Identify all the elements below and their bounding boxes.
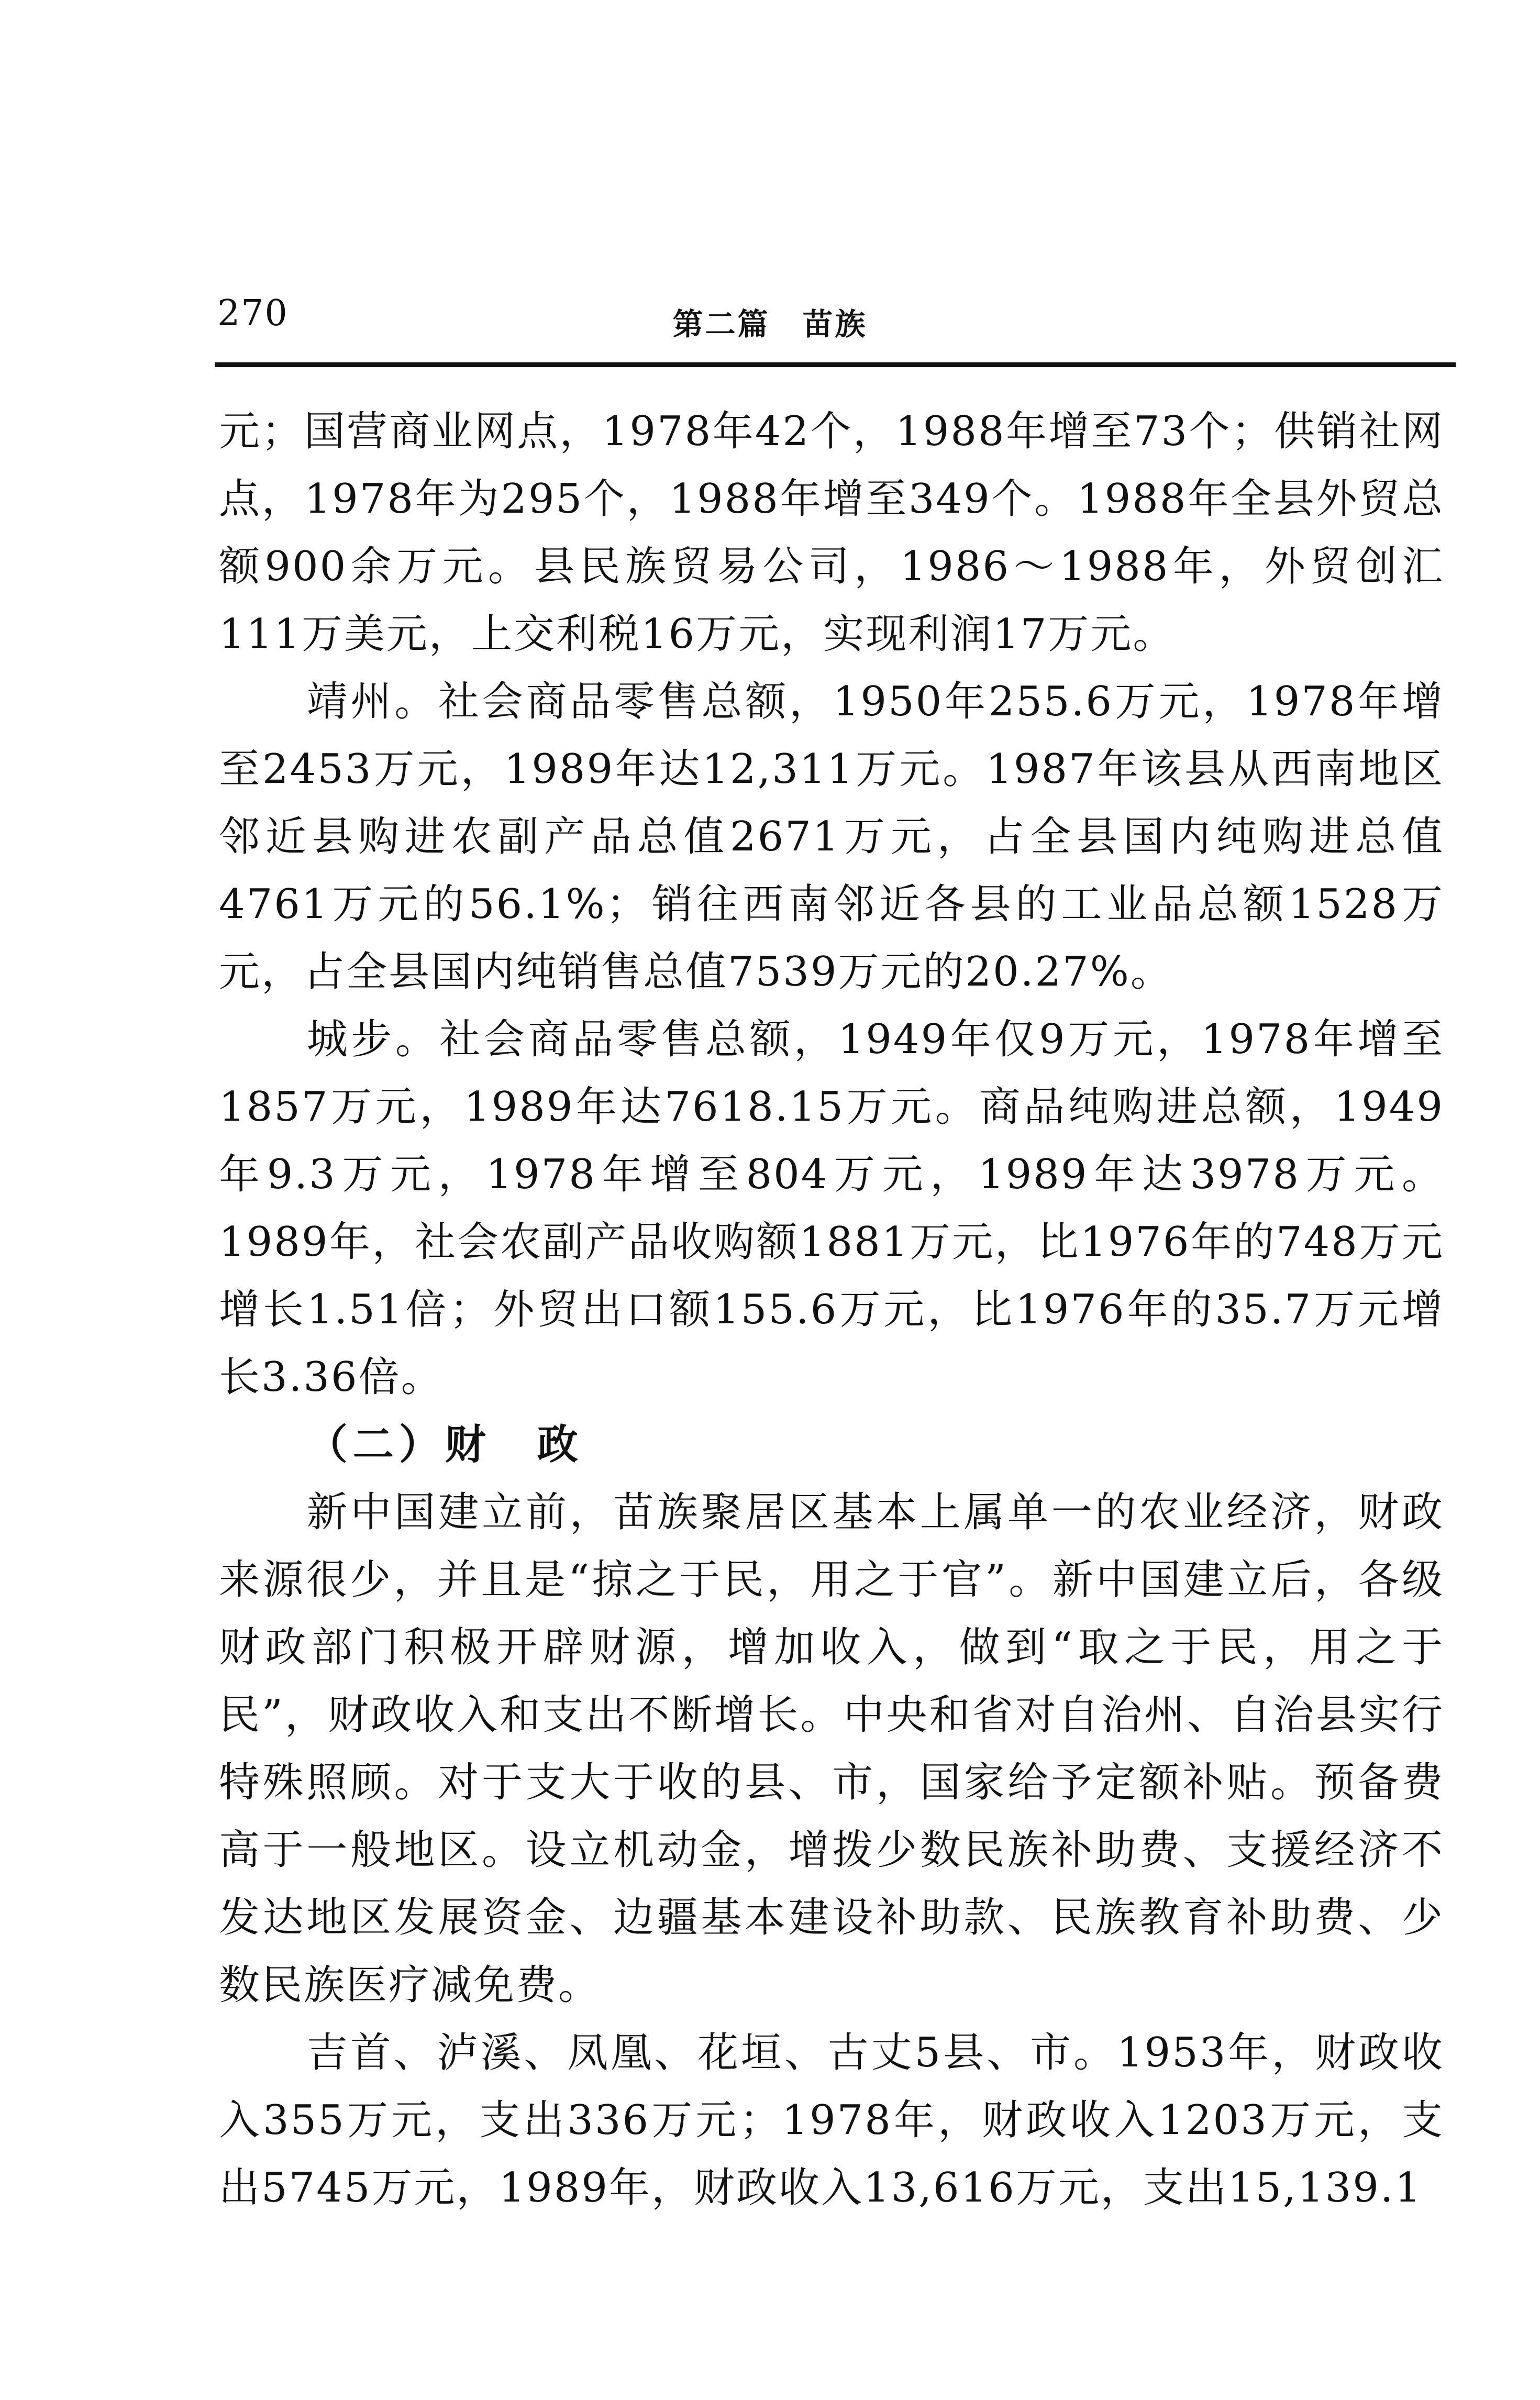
paragraph-jingzhou: 靖州。社会商品零售总额，1950年255.6万元，1978年增至2453万元，1989年达12,311万元。1987年该县从西南地区邻近县购进农副产品总值2671万元，占全县国内纯购进总值4761万元的56.1%；销往西南邻近各县的工业品总额1528万元，占全县国内纯销售总值7539万元的20.27%。: [219, 678, 1444, 996]
paragraph-chengbu: 城步。社会商品零售总额，1949年仅9万元，1978年增至1857万元，1989年达7618.15万元。商品纯购进总额，1949年9.3万元，1978年增至804万元，1989年达3978万元。1989年，社会农副产品收购额1881万元，比1976年的748万元增长1.51倍；外贸出口额155.6万元，比1976年的35.7万元增长3.36倍。: [219, 1016, 1444, 1401]
paragraph-trade-continued: 元；国营商业网点，1978年42个，1988年增至73个；供销社网点，1978年为295个，1988年增至349个。1988年全县外贸总额900余万元。县民族贸易公司，1986～1988年，外贸创汇111万美元，上交利税16万元，实现利润17万元。: [219, 408, 1444, 658]
paragraph-xiangxi-counties: 吉首、泸溪、凤凰、花垣、古丈5县、市。1953年，财政收入355万元，支出336万元；1978年，财政收入1203万元，支出5745万元，1989年，财政收入13,616万元，支出15,139.1: [219, 2029, 1444, 2211]
header-rule: [215, 362, 1456, 367]
running-title: 第二篇 苗族: [672, 306, 868, 342]
paragraph-finance-intro: 新中国建立前，苗族聚居区基本上属单一的农业经济，财政来源很少，并且是“掠之于民，用之于官”。新中国建立后，各级财政部门积极开辟财源，增加收入，做到“取之于民，用之于民”，财政收入和支出不断增长。中央和省对自治州、自治县实行特殊照顾。对于支大于收的县、市，国家给予定额补贴。预备费高于一般地区。设立机动金，增拨少数民族补助费、支援经济不发达地区发展资金、边疆基本建设补助款、民族教育补助费、少数民族医疗减免费。: [219, 1489, 1444, 2009]
section-heading-finance: （二）财 政: [306, 1421, 583, 1468]
page-number: 270: [217, 293, 289, 334]
body-text: [219, 398, 1444, 2222]
